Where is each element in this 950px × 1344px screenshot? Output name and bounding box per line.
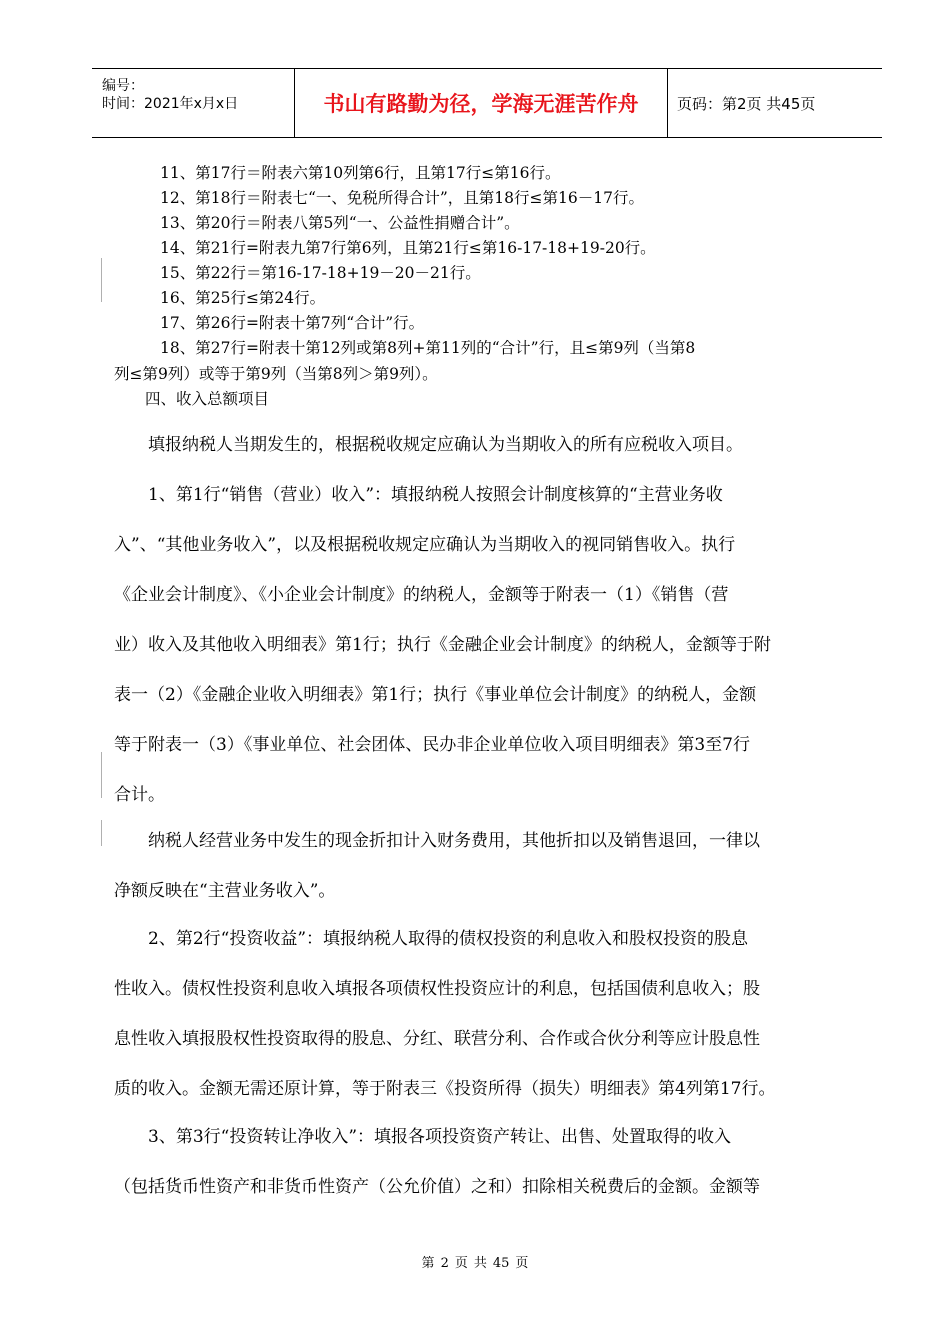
paragraph-line: 纳税人经营业务中发生的现金折扣计入财务费用，其他折扣以及销售退回，一律以 bbox=[148, 831, 760, 851]
list-item: 11、第17行＝附表六第10列第6行，且第17行≤第16行。 bbox=[160, 164, 561, 182]
footer-text: 页 bbox=[515, 1256, 529, 1271]
header-motto: 书山有路勤为径，学海无涯苦作舟 bbox=[294, 69, 668, 137]
paragraph-line: 入”、“其他业务收入”，以及根据税收规定应确认为当期收入的视同销售收入。执行 bbox=[114, 535, 736, 555]
paragraph-line: 等于附表一（3）《事业单位、社会团体、民办非企业单位收入项目明细表》第3至7行 bbox=[114, 735, 750, 755]
paragraph-line: 1、第1行“销售（营业）收入”：填报纳税人按照会计制度核算的“主营业务收 bbox=[148, 485, 723, 505]
paragraph-line: 《企业会计制度》、《小企业会计制度》的纳税人，金额等于附表一（1）《销售（营 bbox=[114, 585, 729, 605]
header-page-info: 页码：第2页 共45页 bbox=[677, 94, 816, 113]
footer-total-pages: 45 bbox=[492, 1256, 510, 1271]
footer-text: 页 bbox=[454, 1256, 468, 1271]
paragraph-line: 表一（2）《金融企业收入明细表》第1行；执行《事业单位会计制度》的纳税人，金额 bbox=[114, 685, 757, 705]
list-item-continuation: 列≤第9列）或等于第9列（当第8列＞第9列）。 bbox=[114, 365, 438, 383]
footer-text: 共 bbox=[473, 1256, 487, 1271]
margin-marker bbox=[101, 752, 102, 798]
paragraph-line: 填报纳税人当期发生的，根据税收规定应确认为当期收入的所有应税收入项目。 bbox=[148, 435, 743, 455]
page-footer bbox=[0, 1252, 950, 1271]
list-item: 12、第18行＝附表七“一、免税所得合计”，且第18行≤第16－17行。 bbox=[160, 189, 644, 207]
list-item: 15、第22行＝第16-17-18+19－20－21行。 bbox=[160, 264, 481, 282]
paragraph-line: 质的收入。金额无需还原计算，等于附表三《投资所得（损失）明细表》第4列第17行。 bbox=[114, 1079, 776, 1099]
paragraph-line: 净额反映在“主营业务收入”。 bbox=[114, 881, 336, 901]
paragraph-line: 息性收入填报股权性投资取得的股息、分红、联营分利、合作或合伙分利等应计股息性 bbox=[114, 1029, 760, 1049]
footer-text: 第 bbox=[421, 1256, 435, 1271]
margin-marker bbox=[101, 820, 102, 846]
paragraph-line: 3、第3行“投资转让净收入”：填报各项投资资产转让、出售、处置取得的收入 bbox=[148, 1127, 732, 1147]
document-number-label: 编号： bbox=[102, 78, 144, 94]
footer-page-number: 2 bbox=[440, 1256, 449, 1271]
paragraph-line: 性收入。债权性投资利息收入填报各项债权性投资应计的利息，包括国债利息收入；股 bbox=[114, 979, 760, 999]
list-item: 17、第26行=附表十第7列“合计”行。 bbox=[160, 314, 425, 332]
list-item: 16、第25行≤第24行。 bbox=[160, 289, 326, 307]
document-time-label: 时间：2021年x月x日 bbox=[102, 96, 239, 112]
paragraph-line: （包括货币性资产和非货币性资产（公允价值）之和）扣除相关税费后的金额。金额等 bbox=[114, 1177, 760, 1197]
list-item: 14、第21行=附表九第7行第6列，且第21行≤第16-17-18+19-20行。 bbox=[160, 239, 656, 257]
margin-marker bbox=[101, 258, 102, 302]
paragraph-line: 合计。 bbox=[114, 785, 165, 805]
paragraph-line: 业）收入及其他收入明细表》第1行；执行《金融企业会计制度》的纳税人，金额等于附 bbox=[114, 635, 771, 655]
section-heading: 四、收入总额项目 bbox=[145, 390, 270, 408]
page-header bbox=[92, 68, 882, 138]
paragraph-line: 2、第2行“投资收益”：填报纳税人取得的债权投资的利息收入和股权投资的股息 bbox=[148, 929, 749, 949]
list-item: 18、第27行=附表十第12列或第8列+第11列的“合计”行，且≤第9列（当第8 bbox=[160, 339, 696, 357]
list-item: 13、第20行＝附表八第5列“一、公益性捐赠合计”。 bbox=[160, 214, 520, 232]
header-left-cell bbox=[92, 69, 294, 137]
